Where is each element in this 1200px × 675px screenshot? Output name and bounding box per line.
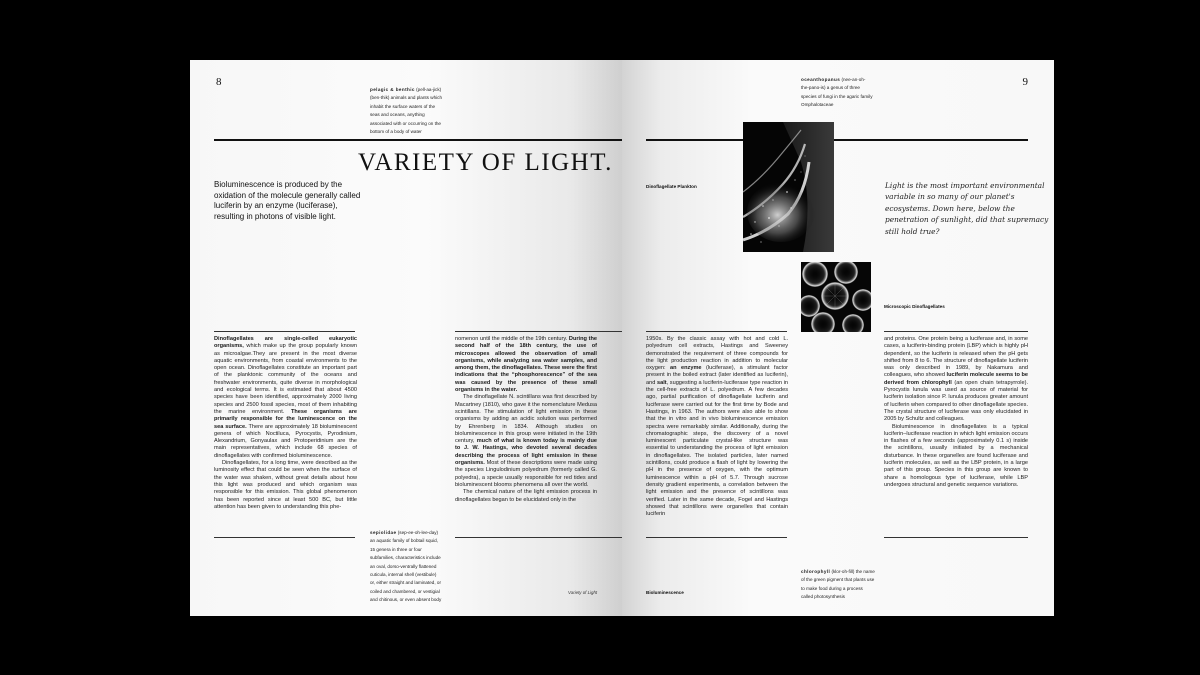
glossary-definition: (sep-ee-oh-lee-day) an aquatic family of bobtail squid, 15 genera in three or four subfamilies, characteristics include an oval, dorso-ventrally flattened cuticula, internal shell (vestibule) or, either straight and laminated, or coiled and chambered, or vestigial and chitinous, or even absent body [370, 530, 442, 603]
glossary-chlorophyll [801, 568, 875, 602]
pull-quote: Light is the most important environmental variable in so many of our planet's ecosystems. Down here, below the penetration of sunlight, did that supremacy still hold true? [885, 181, 1049, 236]
body-paragraph: Dinoflagellates, for a long time, were described as the luminosity effect that could be seen when the surface of the water was shaken, without great details about how this light was produced and which organism was responsible for this emission. This global phenomenon has been reported since at least 500 BC, but little attention has been given to understanding this phe- [214, 460, 357, 510]
body-paragraph [455, 336, 597, 394]
column-rule-4 [884, 331, 1028, 332]
right-page [622, 60, 1054, 616]
glossary-definition: (klor-oh-fill) the name of the green pigment that plants use to make food during a process called photosynthesis [801, 569, 875, 600]
glossary-term: chlorophyll [801, 569, 831, 574]
column-rule-3 [646, 331, 787, 332]
column-end-rule-1 [214, 537, 355, 538]
body-column-1 [214, 336, 357, 511]
page-number-right: 9 [1022, 76, 1028, 88]
glossary-pelagic-benthic [370, 86, 442, 136]
column-end-rule-2 [455, 537, 622, 538]
body-paragraph: The chemical nature of the light emission process in dinoflagellates began to be elucidated only in the [455, 489, 597, 503]
text-run: and proteins. One protein being a luciferase and, in some cases, a luciferin-binding protein (LBP) which is highly pH dependent, so the luciferin is released when the pH gets shifted from 8 to 6. The structure of dinoflagellate luciferin was only described in 1989, by Nakamura and colleagues, who showed [884, 336, 1028, 379]
glossary-definition: (nee-an-oh-the-pano-is) a genus of three species of fungi in the agaric family Omphalotaceae [801, 77, 873, 108]
body-paragraph [884, 336, 1028, 424]
intro-paragraph: Bioluminescence is produced by the oxidation of the molecule generally called luciferin by an enzyme (luciferase), resulting in photons of visible light. [214, 180, 361, 222]
running-footer-left: Variety of Light [568, 590, 598, 595]
body-paragraph [214, 336, 357, 460]
article-title: VARIETY OF LIGHT. [358, 149, 613, 176]
bold-emphasis: much of what is known today is mainly due to J. W. Hastings, who devoted several decades describing the process of light emission in these organisms. [455, 438, 597, 467]
glossary-term: sepiolidae [370, 530, 397, 535]
body-column-3 [646, 336, 788, 518]
photo-caption-microscopic: Microscopic Dinoflagellates [884, 304, 945, 309]
glossary-oceanthopanus [801, 76, 873, 110]
bold-emphasis: These organisms are primarily responsible for the luminescence on the sea surface. [214, 408, 357, 430]
column-end-rule-4 [884, 537, 1028, 538]
text-run: (luciferase), a stimulant factor present in the boiled extract (later identified as luciferin), and [646, 365, 789, 386]
text-run: which make up the group popularly known as microalgae.They are present in the most diverse aquatic environments, from coastal environments to the open ocean. Dinoflagellates constitute an important part of the planktonic community of the oceans and freshwater environments, quite diverse in morphological and ecological terms. It is estimated that about 4500 species have been identified, approximately 2000 living species and 2500 fossil species, most of them inhabiting the marine environment. [214, 343, 357, 415]
plankton-beach-photo [743, 122, 834, 252]
left-page [190, 60, 622, 616]
text-run: Most of these descriptions were made using the species Lingulodinium polyedrum (formerly called G. polyedra), a specie usually responsible for red tides and bioluminescent blooms phenomena all over the world. [455, 460, 597, 488]
text-run: nomenon until the middle of the 19th century. [455, 336, 569, 342]
header-rule-right [646, 139, 1028, 141]
glossary-term: oceanthopanus [801, 77, 841, 82]
column-rule-2 [455, 331, 622, 332]
bold-emphasis: salt [656, 379, 667, 386]
body-paragraph [455, 394, 597, 489]
body-paragraph: Bioluminescence in dinoflagellates is a typical luciferin–luciferase reaction in which light emission occurs in flashes of a few seconds (approximately 0.1 s) inside the scintillons, usually initiated by a mechanical disturbance. In these organelles are found luciferase and luciferin molecules, as well as the LBP protein, in a large part of this group. Species in this group are known to share a homologous type of luciferase, while LBP undergoes structural and genetic sequence variations. [884, 423, 1028, 488]
bold-lead: Dinoflagellates are single-celled eukaryotic organisms, [214, 336, 357, 350]
column-end-rule-3 [646, 537, 787, 538]
text-run: The dinoflagellate N. scintillans was first described by Macartney (1810), who gave it the nomenclature Medusa scintillans. The stimulation of light emission in these organisms by adding an acidic solution was performed by Ehrenberg in 1834. Although studies on bioluminescence in this group were initiated in the 19th century, [455, 394, 597, 445]
glossary-sepiolidae [370, 529, 442, 605]
page-number-left: 8 [216, 76, 222, 88]
magazine-spread [190, 60, 1054, 616]
bold-emphasis: During the second half of the 18th century, the use of microscopes allowed the observation of small organisms, while analyzing sea water samples, and among them, the dinoflagellates. These were the first indications that the “phosphorescence” of the sea was caused by the presence of these small organisms in the water. [455, 336, 597, 394]
bold-emphasis: luciferin molecule seems to be derived from chlorophyll [884, 372, 1028, 386]
column-rule-1 [214, 331, 355, 332]
body-paragraph [646, 336, 788, 518]
bold-emphasis: an enzyme [670, 365, 702, 372]
body-column-2 [455, 336, 597, 504]
text-run: 1950s. By the classic assay with hot and cold L. polyedrum cell extracts, Hastings and Sweeney demonstrated the requirement of three compounds for the light production reaction in addition to molecular oxygen: [646, 336, 788, 372]
glossary-definition: (pell-aa-jick) (ben-thik) animals and plants which inhabit the surface waters of the seas and oceans, anything associated with or occurring on the bottom of a body of water [370, 87, 443, 135]
body-column-4 [884, 336, 1028, 489]
microscopic-cells-photo [801, 262, 871, 332]
text-run: There are approximately 18 bioluminescent genera of which Noctiluca, Pyrocystis, Pyrodinium, Alexandrium, Gonyaulax and Protoperidinium are the main representatives, which include 68 species of dinoflagellates with confirmed bioluminescence. [214, 423, 357, 459]
photo-caption-plankton: Dinoflagellate Plankton [646, 184, 697, 189]
text-run: (an open chain tetrapyrrole). Pyrocystis lunula was used as source of material for luciferin isolation since P. lunula produces greater amount of luciferin when compared to other dinoflagellate species. The crystal structure of luciferase was only elucidated in 2005 by Schultz and colleagues. [884, 379, 1028, 423]
running-footer-right: Bioluminescence [646, 590, 684, 595]
text-run: , suggesting a luciferin-luciferase type reaction in the cell-free extracts of L. polyedrum. A few decades ago, partial purification of dinoflagellate luciferin and luciferase were carried out for the first time by Bode and Hastings, in 1963. The authors were also able to show that the in vitro and in vivo bioluminescence emission spectra were remarkably similar. Additionally, during the chromatographic steps, the discovery of a novel luminescent particulate crystal-like structure was essential to understanding the process of light emission in dinoflagellates. The isolated particles, later named scintillons, could produce a flash of light by lowering the pH in the presence of oxygen, with the optimum luminescence within a pH of 5.7. Through sucrose density gradient experiments, a correlation between the light emission and the presence of scintillons was verified. Later in the same decade, Fogel and Hastings showed that scintillons were organelles that contain luciferin [646, 379, 789, 518]
header-rule-left [214, 139, 622, 141]
glossary-term: pelagic & benthic [370, 87, 415, 92]
